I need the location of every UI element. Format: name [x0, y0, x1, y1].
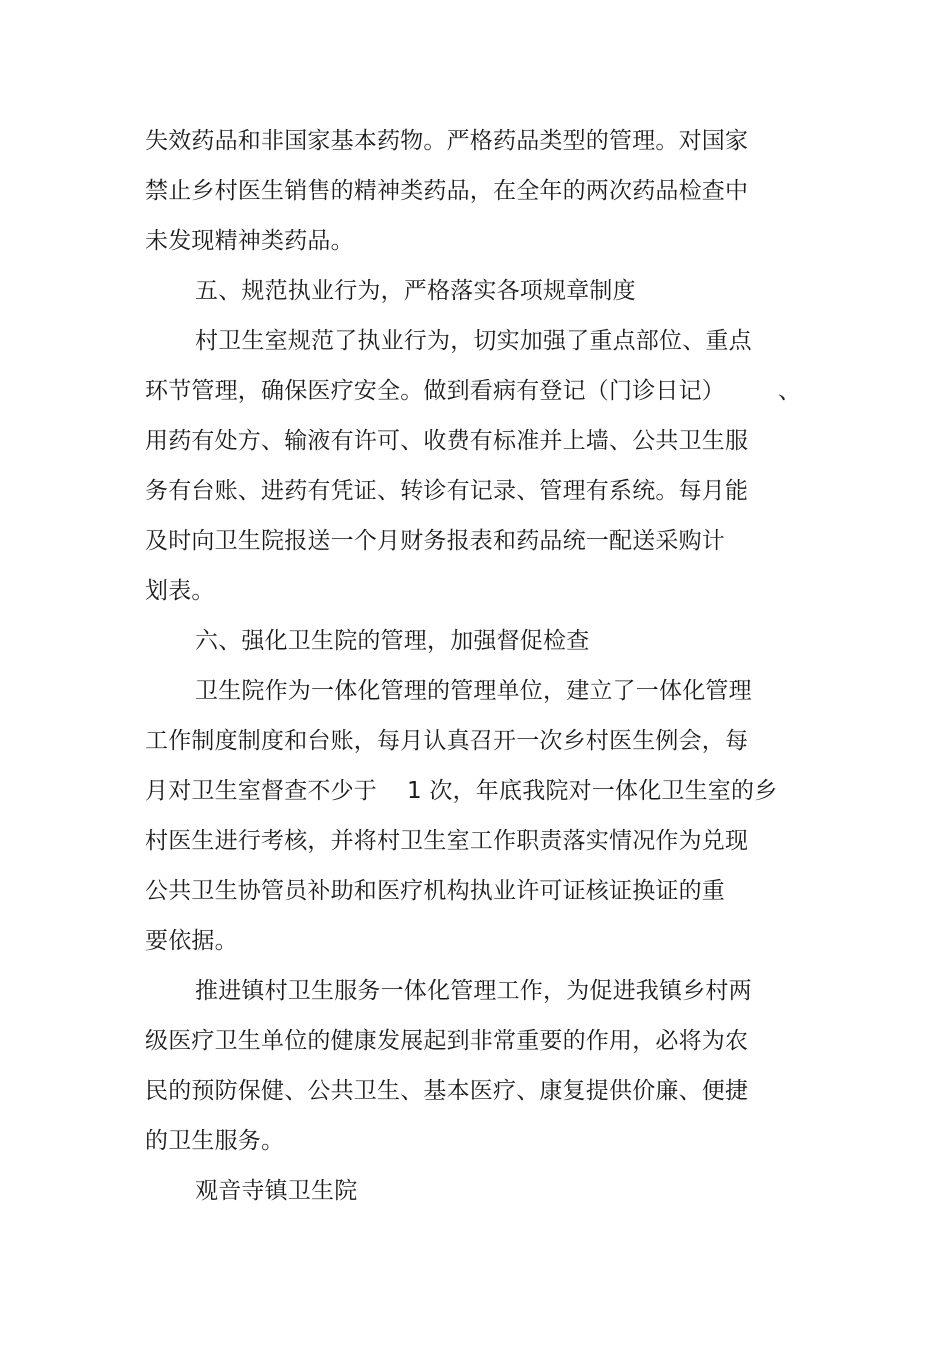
text-line: 民的预防保健、公共卫生、基本医疗、康复提供价廉、便捷 [145, 1078, 749, 1104]
text-line-tail: 、 [778, 378, 801, 404]
text-line: 失效药品和非国家基本药物。严格药品类型的管理。对国家 [145, 128, 749, 154]
text-line: 环节管理，确保医疗安全。做到看病有登记（门诊日记） [145, 378, 725, 404]
text-line: 用药有处方、输液有许可、收费有标准并上墙、公共卫生服 [145, 428, 749, 454]
text-line: 禁止乡村医生销售的精神类药品，在全年的两次药品检查中 [145, 178, 749, 204]
text-line: 务有台账、进药有凭证、转诊有记录、管理有系统。每月能 [145, 478, 749, 504]
text-line: 村卫生室规范了执业行为，切实加强了重点部位、重点 [195, 328, 752, 354]
signature-line: 观音寺镇卫生院 [195, 1178, 358, 1204]
text-line: 的卫生服务。 [145, 1128, 285, 1154]
text-line: 及时向卫生院报送一个月财务报表和药品统一配送采购计 [145, 528, 725, 554]
text-line: 级医疗卫生单位的健康发展起到非常重要的作用，必将为农 [145, 1028, 749, 1054]
text-line: 工作制度制度和台账，每月认真召开一次乡村医生例会，每 [145, 728, 749, 754]
text-line: 划表。 [145, 578, 215, 604]
section-heading: 五、规范执业行为，严格落实各项规章制度 [195, 278, 636, 304]
text-line: 月对卫生室督查不少于 1 次，年底我院对一体化卫生室的乡 [145, 778, 778, 804]
text-line: 公共卫生协管员补助和医疗机构执业许可证核证换证的重 [145, 878, 725, 904]
text-line: 要依据。 [145, 928, 238, 954]
text-line: 卫生院作为一体化管理的管理单位，建立了一体化管理 [195, 678, 752, 704]
text-line: 村医生进行考核，并将村卫生室工作职责落实情况作为兑现 [145, 828, 749, 854]
text-line: 推进镇村卫生服务一体化管理工作，为促进我镇乡村两 [195, 978, 752, 1004]
text-line: 未发现精神类药品。 [145, 228, 354, 254]
section-heading: 六、强化卫生院的管理，加强督促检查 [195, 628, 590, 654]
